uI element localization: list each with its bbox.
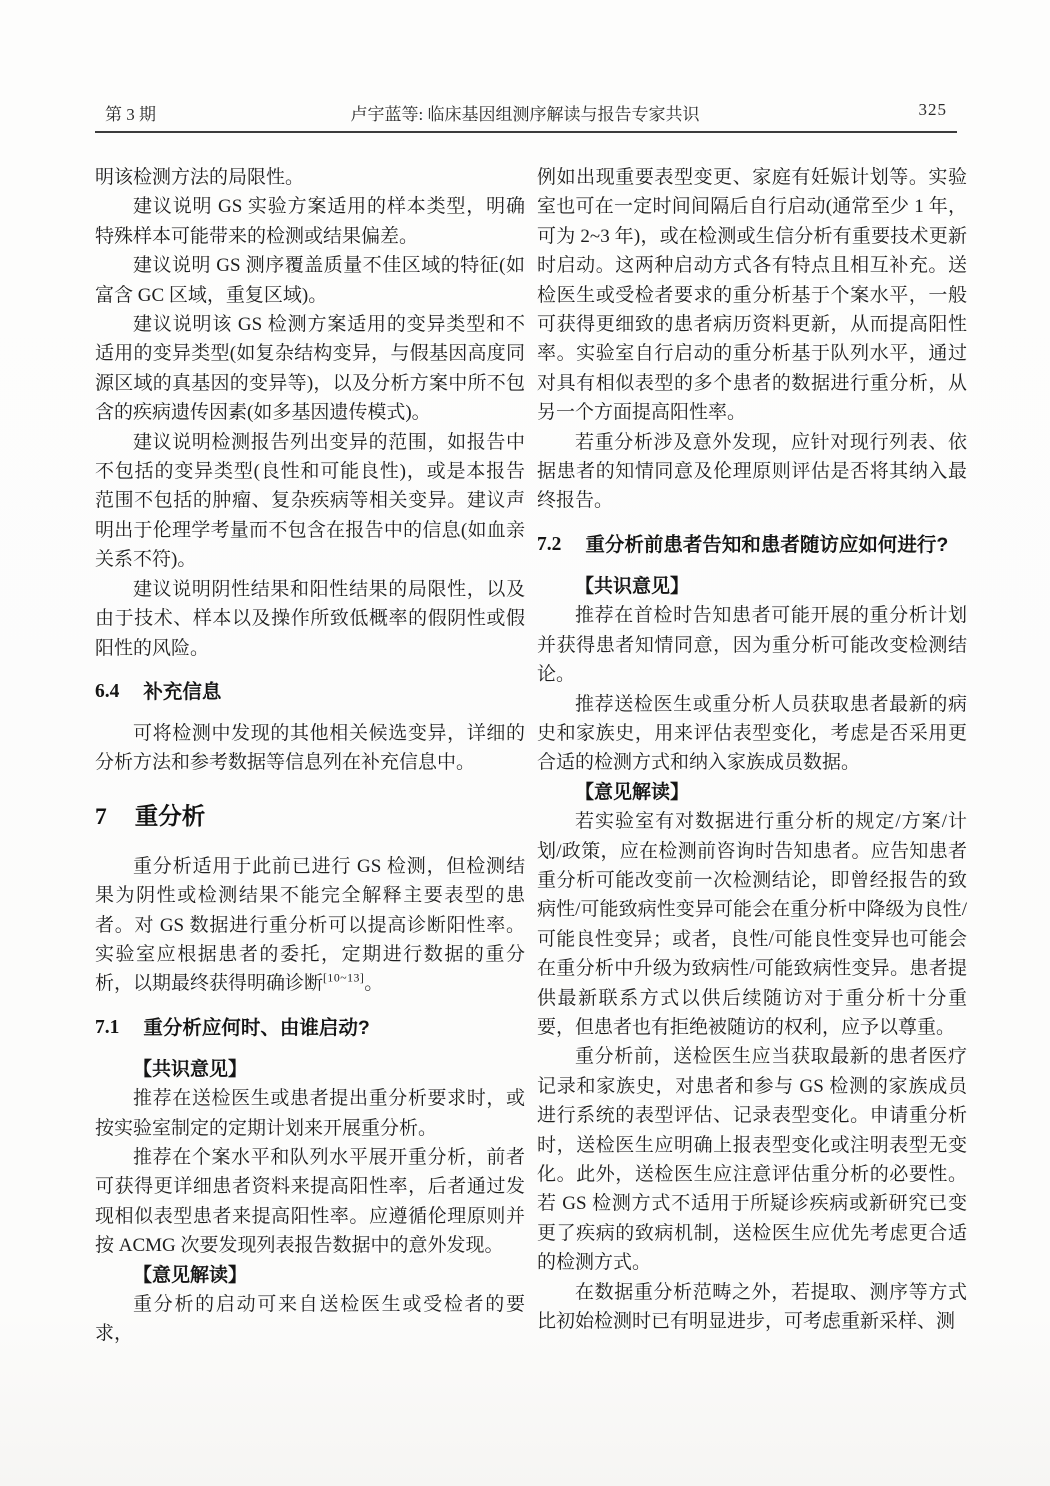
paragraph: 建议说明 GS 实验方案适用的样本类型，明确特殊样本可能带来的检测或结果偏差。 (95, 196, 525, 247)
section-heading-6-4 (95, 677, 525, 707)
section-number: 7.1 (95, 1016, 120, 1038)
section-heading-7-2 (537, 530, 967, 560)
citation-reference: [10~13] (323, 972, 365, 986)
chapter-heading-7 (95, 800, 525, 834)
paragraph: 推荐送检医生或重分析人员获取患者最新的病史和家族史，用来评估表型变化，考虑是否采用更合适的检测方式和纳入家族成员数据。 (537, 693, 967, 774)
paragraph-text: 重分析适用于此前已进行 GS 检测，但检测结果为阴性或检测结果不能完全解释主要表型的患者。对 GS 数据进行重分析可以提高诊断阳性率。实验室应根据患者的委托，定期进行数据的重分析，以期最终获得明确诊断 (95, 855, 525, 995)
opinion-interpretation-label: 【意见解读】 (575, 781, 690, 803)
section-number: 6.4 (95, 680, 120, 702)
page-header (95, 100, 955, 126)
paragraph: 若实验室有对数据进行重分析的规定/方案/计划/政策，应在检测前咨询时告知患者。应告知患者重分析可能改变前一次检测结论，即曾经报告的致病性/可能致病性变异可能会在重分析中降级为良性/可能良性变异；或者，良性/可能良性变异也可能会在重分析中升级为致病性/可能致病性变异。患者提供最新联系方式以供后续随访对于重分析十分重要，但患者也有拒绝被随访的权利，应予以尊重。 (537, 811, 967, 1038)
running-title: 卢宇蓝等: 临床基因组测序解读与报告专家共识 (350, 105, 700, 124)
paragraph: 推荐在个案水平和队列水平展开重分析，前者可获得更详细患者资料来提高阳性率，后者通过发现相似表型患者来提高阳性率。应遵循伦理原则并按 ACMG 次要发现列表报告数据中的意外发现。 (95, 1146, 525, 1257)
chapter-number: 7 (95, 803, 107, 830)
paragraph: 可将检测中发现的其他相关候选变异，详细的分析方法和参考数据等信息列在补充信息中。 (95, 722, 525, 774)
paragraph: 重分析前，送检医生应当获取最新的患者医疗记录和家族史，对患者和参与 GS 检测的家族成员进行系统的表型评估、记录表型变化。申请重分析时，送检医生应明确上报表型变化或注明表型无变化。此外，送检医生应注意评估重分析的必要性。若 GS 检测方式不适用于所疑诊疾病或新研究已变更了疾病的致病机制，送检医生应优先考虑更合适的检测方式。 (537, 1046, 967, 1274)
paragraph: 建议说明检测报告列出变异的范围，如报告中不包括的变异类型(良性和可能良性)，或是本报告范围不包括的肿瘤、复杂疾病等相关变异。建议声明出于伦理学考量而不包含在报告中的信息(如血亲关系不符)。 (95, 431, 525, 571)
chapter-title: 重分析 (134, 803, 206, 830)
paragraph: 重分析的启动可来自送检医生或受检者的要求， (95, 1294, 525, 1345)
header-rule (95, 131, 957, 133)
paragraph-text: 。 (364, 973, 384, 995)
paragraph: 建议说明 GS 测序覆盖质量不佳区域的特征(如富含 GC 区域，重复区域)。 (95, 255, 525, 306)
consensus-opinion-label: 【共识意见】 (133, 1058, 248, 1080)
section-title: 重分析应何时、由谁启动? (143, 1016, 370, 1039)
section-title: 补充信息 (143, 680, 222, 703)
paragraph: 推荐在首检时告知患者可能开展的重分析计划并获得患者知情同意，因为重分析可能改变检测结论。 (537, 605, 967, 686)
page-number: 325 (918, 100, 947, 119)
right-column (537, 163, 967, 1336)
section-heading-7-1 (95, 1013, 525, 1043)
consensus-opinion-label: 【共识意见】 (575, 575, 690, 597)
paragraph: 明该检测方法的局限性。 (95, 167, 305, 188)
paragraph: 建议说明该 GS 检测方案适用的变异类型和不适用的变异类型(如复杂结构变异，与假基因高度同源区域的真基因的变异等)，以及分析方案中所不包含的疾病遗传因素(如多基因遗传模式)。 (95, 314, 525, 424)
paragraph: 例如出现重要表型变更、家庭有妊娠计划等。实验室也可在一定时间间隔后自行启动(通常至少 1 年，可为 2~3 年)，或在检测或生信分析有重要技术更新时启动。这两种启动方式各有特点且相互补充。送检医生或受检者要求的重分析基于个案水平，一般可获得更细致的患者病历资料更新，从而提高阳性率。实验室自行启动的重分析基于队列水平，通过对具有相似表型的多个患者的数据进行重分析，从另一个方面提高阳性率。 (537, 167, 967, 424)
left-column (95, 163, 525, 1349)
section-title: 重分析前患者告知和患者随访应如何进行? (585, 533, 949, 556)
paragraph: 推荐在送检医生或患者提出重分析要求时，或按实验室制定的定期计划来开展重分析。 (95, 1088, 525, 1139)
paragraph (95, 852, 525, 999)
opinion-interpretation-label: 【意见解读】 (133, 1264, 248, 1286)
paragraph: 建议说明阴性结果和阳性结果的局限性，以及由于技术、样本以及操作所致低概率的假阴性或假阳性的风险。 (95, 578, 525, 659)
section-number: 7.2 (537, 533, 562, 555)
paragraph: 若重分析涉及意外发现，应针对现行列表、依据患者的知情同意及伦理原则评估是否将其纳入最终报告。 (537, 431, 967, 512)
paragraph: 在数据重分析范畴之外，若提取、测序等方式比初始检测时已有明显进步，可考虑重新采样、测 (537, 1281, 967, 1333)
issue-label: 第 3 期 (105, 105, 156, 124)
